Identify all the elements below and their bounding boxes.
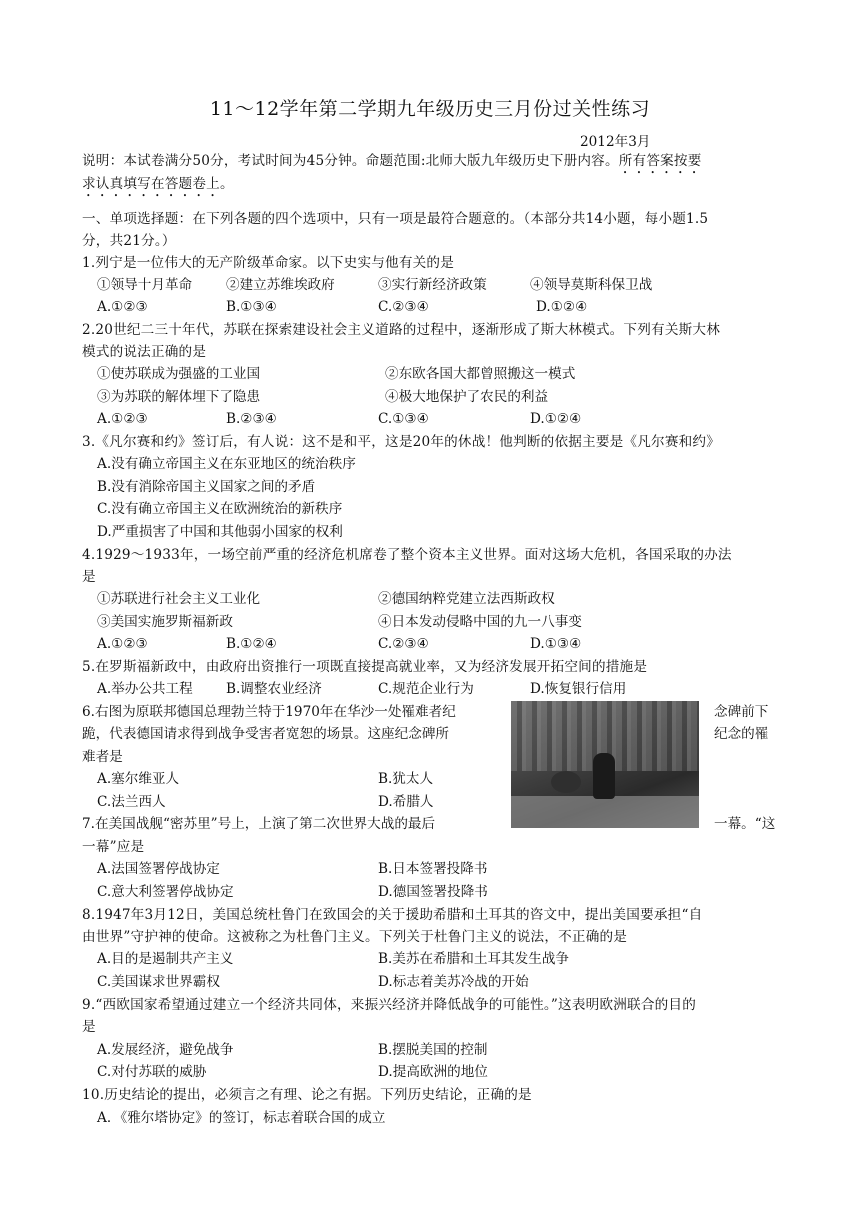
- q2-item-4: ④极大地保护了农民的利益: [385, 389, 549, 405]
- q1-choice-a: A.①②③: [97, 299, 148, 315]
- q1-choice-b: B.①③④: [226, 299, 277, 315]
- question-8-stem-2: 由世界”守护神的使命。这被称之为杜鲁门主义。下列关于杜鲁门主义的说法，不正确的是: [82, 929, 628, 945]
- section-heading-cont: 分，共21分。）: [82, 233, 176, 249]
- q1-item-2: ②建立苏维埃政府: [226, 277, 335, 293]
- brandt-kneeling-photo: [511, 701, 699, 828]
- q9-choice-c: C.对付苏联的威胁: [97, 1064, 207, 1080]
- q2-choice-a: A.①②③: [97, 411, 148, 427]
- q7-choice-d: D.德国签署投降书: [378, 884, 488, 900]
- instructions-line-1: 说明：本试卷满分50分，考试时间为45分钟。命题范围:北师大版九年级历史下册内容。所有答案按要: [82, 153, 702, 169]
- question-1-stem: 1.列宁是一位伟大的无产阶级革命家。以下史实与他有关的是: [82, 255, 455, 271]
- section-heading: 一、单项选择题：在下列各题的四个选项中，只有一项是最符合题意的。（本部分共14小题，每小题1.5: [82, 211, 709, 227]
- question-7-stem-1a: 7.在美国战舰“密苏里”号上，上演了第二次世界大战的最后: [82, 816, 436, 832]
- question-8-stem-1: 8.1947年3月12日，美国总统杜鲁门在致国会的关于援助希腊和土耳其的咨文中，提出美国要承担“自: [82, 907, 703, 923]
- q1-item-3: ③实行新经济政策: [378, 277, 487, 293]
- q3-choice-d: D.严重损害了中国和其他弱小国家的权利: [97, 524, 343, 540]
- q6-choice-c: C.法兰西人: [97, 794, 166, 810]
- q9-choice-d: D.提高欧洲的地位: [378, 1064, 488, 1080]
- q8-choice-a: A.目的是遏制共产主义: [97, 951, 234, 967]
- question-7-stem-1b: 一幕。“这: [714, 816, 776, 832]
- q4-item-2: ②德国纳粹党建立法西斯政权: [378, 591, 555, 607]
- q4-choice-c: C.②③④: [378, 636, 429, 652]
- question-7-stem-2: 一幕”应是: [82, 839, 145, 855]
- q8-choice-b: B.美苏在希腊和土耳其发生战争: [378, 951, 570, 967]
- question-6-stem-2b: 纪念的罹: [714, 726, 769, 742]
- q1-choice-d: D.①②④: [536, 299, 588, 315]
- q1-item-4: ④领导莫斯科保卫战: [530, 277, 653, 293]
- instructions-line-2: 求认真填写在答题卷上。: [82, 176, 234, 192]
- photo-kneeling-figure: [593, 753, 615, 799]
- question-6-stem-3: 难者是: [82, 749, 123, 765]
- q2-item-3: ③为苏联的解体埋下了隐患: [97, 389, 261, 405]
- q4-item-3: ③美国实施罗斯福新政: [97, 614, 233, 630]
- question-3-stem: 3.《凡尔赛和约》签订后，有人说：这不是和平，这是20年的休战！他判断的依据主要是《凡尔赛和约》: [82, 434, 720, 450]
- q7-choice-b: B.日本签署投降书: [378, 861, 488, 877]
- question-6-stem-1a: 6.右图为原联邦德国总理勃兰特于1970年在华沙一处罹难者纪: [82, 704, 456, 720]
- question-9-stem-2: 是: [82, 1019, 96, 1035]
- q1-choice-c: C.②③④: [378, 299, 429, 315]
- q6-choice-a: A.塞尔维亚人: [97, 771, 180, 787]
- q2-item-2: ②东欧各国大都曾照搬这一模式: [385, 366, 576, 382]
- q4-choice-a: A.①②③: [97, 636, 148, 652]
- page-title: 11～12学年第二学期九年级历史三月份过关性练习: [209, 98, 651, 120]
- q8-choice-d: D.标志着美苏冷战的开始: [378, 974, 529, 990]
- q4-choice-b: B.①②④: [226, 636, 277, 652]
- q8-choice-c: C.美国谋求世界霸权: [97, 974, 220, 990]
- question-4-stem-1: 4.1929～1933年，一场空前严重的经济危机席卷了整个资本主义世界。面对这场大危机，各国采取的办法: [82, 547, 732, 563]
- question-6-stem-1b: 念碑前下: [714, 704, 769, 720]
- q1-item-1: ①领导十月革命: [97, 277, 193, 293]
- q9-choice-b: B.摆脱美国的控制: [378, 1042, 488, 1058]
- q6-choice-b: B.犹太人: [378, 771, 434, 787]
- q5-choice-a: A.举办公共工程: [97, 681, 193, 697]
- question-4-stem-2: 是: [82, 569, 96, 585]
- question-5-stem: 5.在罗斯福新政中，由政府出资推行一项既直接提高就业率，又为经济发展开拓空间的措施是: [82, 659, 648, 675]
- q2-choice-d: D.①②④: [530, 411, 582, 427]
- q7-choice-a: A.法国签署停战协定: [97, 861, 220, 877]
- question-6-stem-2a: 跪，代表德国请求得到战争受害者宽恕的场景。这座纪念碑所: [82, 726, 450, 742]
- q7-choice-c: C.意大利签署停战协定: [97, 884, 234, 900]
- q5-choice-b: B.调整农业经济: [226, 681, 322, 697]
- question-2-stem-1: 2.20世纪二三十年代，苏联在探索建设社会主义道路的过程中，逐渐形成了斯大林模式。下列有关斯大林: [82, 322, 720, 338]
- q6-choice-d: D.希腊人: [378, 794, 434, 810]
- question-2-stem-2: 模式的说法正确的是: [82, 344, 207, 360]
- q2-choice-b: B.②③④: [226, 411, 277, 427]
- q2-item-1: ①使苏联成为强盛的工业国: [97, 366, 261, 382]
- q3-choice-c: C.没有确立帝国主义在欧洲统治的新秩序: [97, 501, 343, 517]
- q10-choice-a: A．《雅尔塔协定》的签订，标志着联合国的成立: [97, 1110, 386, 1126]
- q3-choice-a: A.没有确立帝国主义在东亚地区的统治秩序: [97, 456, 356, 472]
- question-9-stem-1: 9.“西欧国家希望通过建立一个经济共同体，来振兴经济并降低战争的可能性。”这表明欧洲联合的目的: [82, 997, 696, 1013]
- q4-item-1: ①苏联进行社会主义工业化: [97, 591, 261, 607]
- q4-choice-d: D.①③④: [530, 636, 582, 652]
- exam-date: 2012年3月: [580, 134, 651, 150]
- q5-choice-c: C.规范企业行为: [378, 681, 474, 697]
- q9-choice-a: A.发展经济，避免战争: [97, 1042, 234, 1058]
- q5-choice-d: D.恢复银行信用: [530, 681, 627, 697]
- question-10-stem: 10.历史结论的提出，必须言之有理、论之有据。下列历史结论，正确的是: [82, 1087, 532, 1103]
- q2-choice-c: C.①③④: [378, 411, 429, 427]
- photo-ground: [511, 796, 699, 828]
- q3-choice-b: B.没有消除帝国主义国家之间的矛盾: [97, 479, 316, 495]
- q4-item-4: ④日本发动侵略中国的九一八事变: [378, 614, 582, 630]
- photo-wreath: [551, 771, 581, 793]
